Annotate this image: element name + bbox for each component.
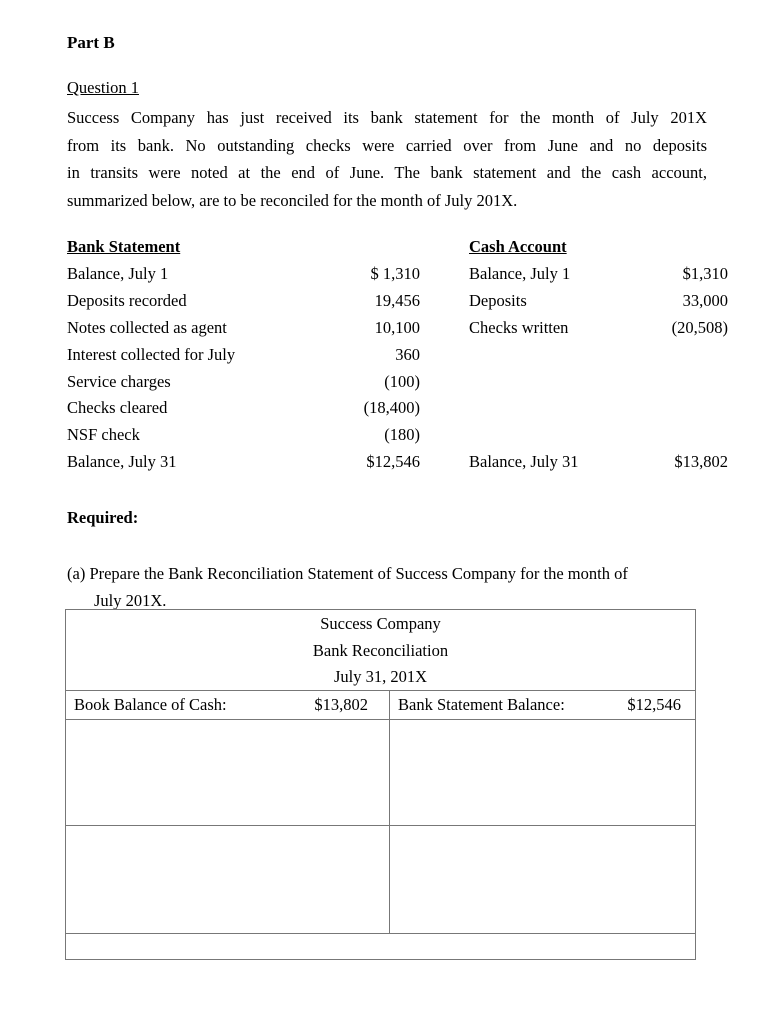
bank-row-value: 10,100 — [374, 318, 420, 337]
cash-ending-label: Balance, July 31 — [469, 452, 579, 471]
cash-ending-value: $13,802 — [674, 452, 728, 471]
bank-row-value: (180) — [384, 425, 420, 444]
bank-row-label: NSF check — [67, 425, 140, 444]
intro-line: summarized below, are to be reconciled for the month of July 201X. — [67, 190, 518, 210]
bank-row-label: Deposits recorded — [67, 291, 187, 310]
question-title: Question 1 — [67, 78, 139, 97]
bank-row-value: (100) — [384, 372, 420, 391]
part-title: Part B — [67, 33, 115, 52]
bank-row-label: Service charges — [67, 372, 171, 391]
book-balance-label: Book Balance of Cash: — [74, 695, 227, 714]
cash-row-label: Checks written — [469, 318, 569, 337]
bank-row-label: Interest collected for July — [67, 345, 236, 364]
reconciliation-form — [65, 609, 696, 960]
book-adjustments-cell[interactable] — [67, 720, 388, 824]
bank-row-label: Checks cleared — [67, 398, 168, 417]
divider — [66, 690, 695, 691]
task-text — [67, 560, 628, 614]
intro-line: in transits were noted at the end of June. The bank statement and the cash account, — [67, 163, 707, 182]
bank-adjustments-cell[interactable] — [391, 720, 695, 824]
bank-row-value: 19,456 — [374, 291, 420, 310]
bank-row-value: $ 1,310 — [370, 264, 420, 283]
book-balance-value: $13,802 — [314, 695, 368, 714]
bank-balance-label: Bank Statement Balance: — [398, 695, 565, 714]
recon-date: July 31, 201X — [333, 667, 428, 686]
bank-row-value: 360 — [395, 345, 420, 364]
bank-balance-value: $12,546 — [627, 695, 681, 714]
cash-row-label: Deposits — [469, 291, 527, 310]
bank-row-value: $12,546 — [366, 452, 420, 471]
column-divider — [389, 690, 390, 933]
cash-row-label: Balance, July 1 — [469, 264, 571, 283]
bank-row-label: Notes collected as agent — [67, 318, 227, 337]
intro-line: from its bank. No outstanding checks were carried over from June and no deposits — [67, 135, 707, 155]
bank-statement-header: Bank Statement — [67, 237, 181, 256]
bank-adjustments-cell[interactable] — [391, 826, 695, 932]
cash-row-value: (20,508) — [671, 318, 728, 337]
cash-account-header: Cash Account — [469, 237, 567, 256]
bank-row-label: Balance, July 1 — [67, 264, 169, 283]
recon-company: Success Company — [320, 614, 441, 633]
required-label: Required: — [67, 508, 139, 527]
bank-row-value: (18,400) — [363, 398, 420, 417]
intro-line: Success Company has just received its bank statement for the month of July 201X — [67, 108, 707, 127]
task-line: July 201X. — [94, 591, 167, 610]
recon-title: Bank Reconciliation — [312, 641, 449, 660]
book-adjustments-cell[interactable] — [67, 826, 388, 932]
adjusted-balance-row[interactable] — [67, 934, 695, 959]
cash-row-value: 33,000 — [682, 291, 728, 310]
bank-row-label: Balance, July 31 — [67, 452, 177, 471]
cash-row-value: $1,310 — [682, 264, 728, 283]
task-line: (a) Prepare the Bank Reconciliation Statement of Success Company for the month of — [67, 564, 628, 583]
intro-paragraph — [67, 104, 707, 214]
